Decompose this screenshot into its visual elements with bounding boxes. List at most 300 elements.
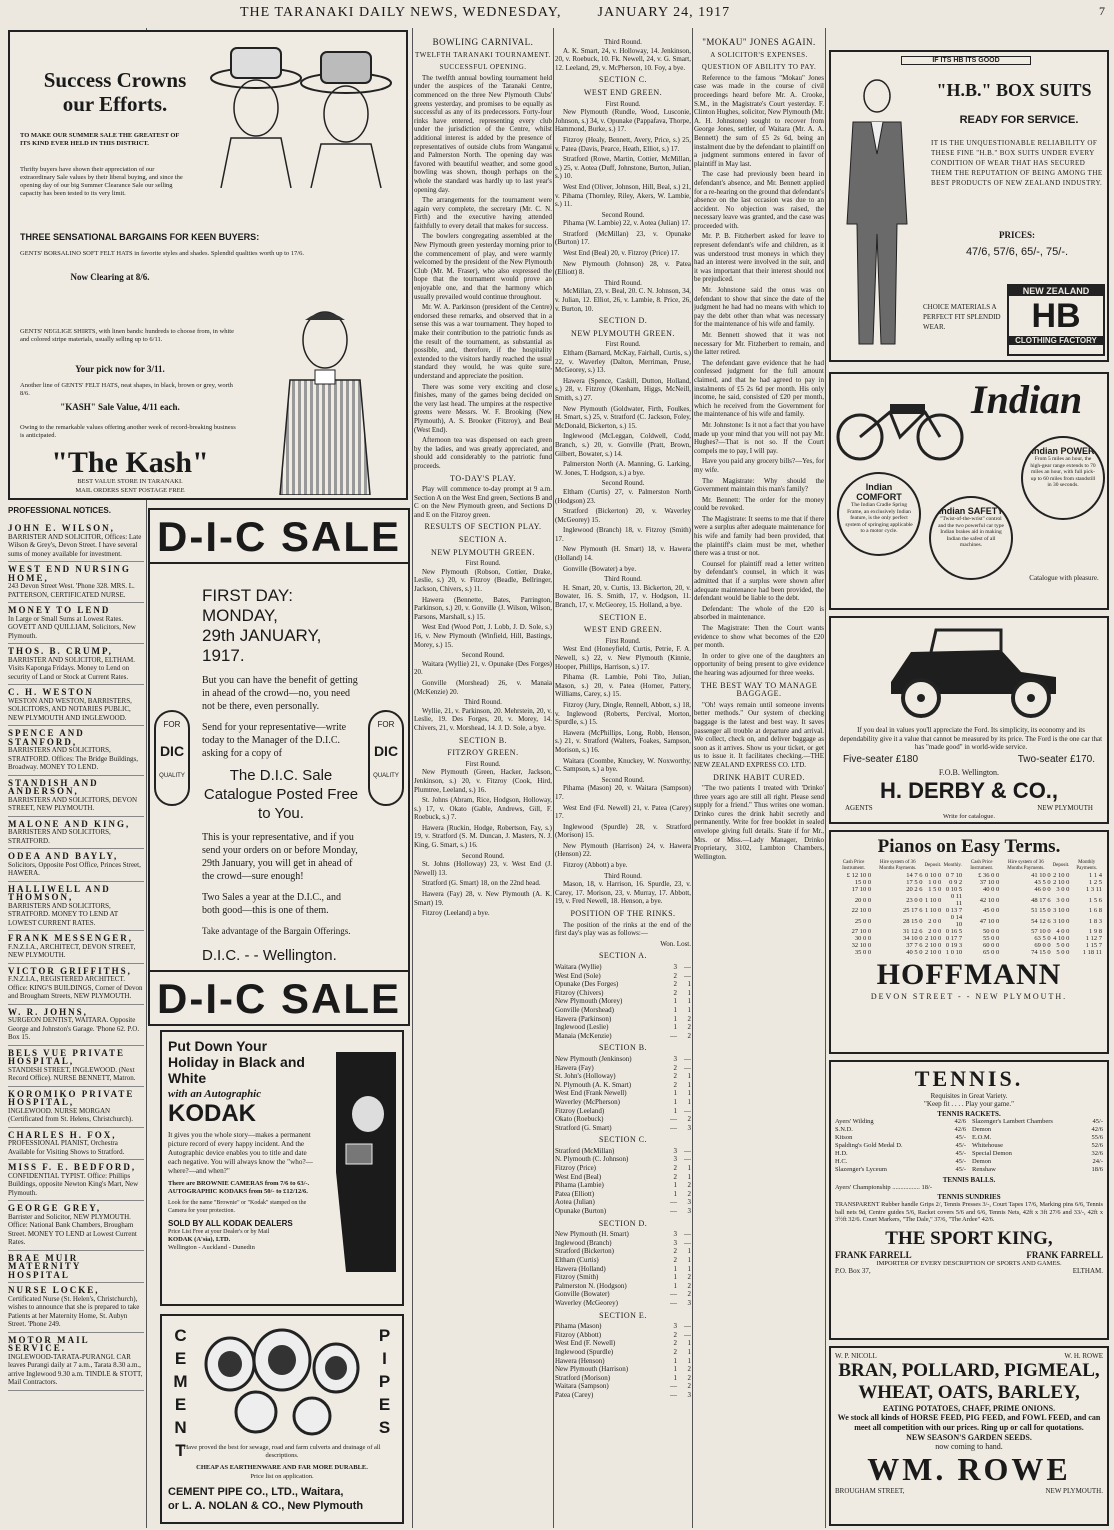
position-lost: 1 (687, 1356, 691, 1365)
rowe-line-6: now coming to hand. (935, 1442, 1003, 1451)
mokau-para: The Magistrate: Why should the Government maintain this man's family? (694, 476, 824, 494)
position-name: Inglewood (Leslie) (555, 1023, 609, 1032)
dic-badge-bottom: QUALITY (159, 773, 185, 779)
professional-card (8, 1251, 144, 1284)
result-line: Pihama (R. Lambie, Pohi Tito, Julian, Mason, s.) 20, v. Patea (Horner, Pattery, Williams, Carey, s.) 15. (555, 673, 691, 699)
professional-card-name: BELS VUE PRIVATE HOSPITAL, (8, 1047, 126, 1066)
pianos-price-table (835, 860, 1103, 956)
position-name: Hawera (Henson) (555, 1356, 605, 1365)
tennis-racket-row (972, 1134, 1103, 1142)
position-row (555, 1299, 691, 1308)
pianos-cell: 0 16 5 (945, 928, 963, 935)
pianos-cell: 40 5 0 (906, 949, 923, 956)
tennis-racket-name: Demon (972, 1158, 992, 1165)
pianos-cell: 55 0 0 (982, 935, 1000, 942)
position-row (555, 1155, 691, 1164)
position-lost: 1 (687, 988, 691, 997)
position-won: 3 (673, 1230, 677, 1239)
pianos-cell: 0 7 10 (945, 872, 963, 879)
hoffmann-address: DEVON STREET - - NEW PLYMOUTH. (870, 992, 1068, 1001)
result-line: Fitzroy (Healy, Bennett, Avery, Price, s.) 25, v. Patea (Davis, Pearce, Heath, Elliot, s.) 17. (555, 135, 691, 153)
position-row (555, 1207, 691, 1216)
pianos-cell: 0 9 2 (949, 879, 963, 886)
professional-card-name: MONEY TO LEND (8, 605, 111, 615)
rowe-top-right: W. H. ROWE (1064, 1352, 1103, 1360)
tennis-racket-row (835, 1158, 966, 1166)
result-line: Stratford (McMillan) 23, v. Opunake (Burton) 17. (555, 229, 691, 247)
hb-logo-bottom: CLOTHING FACTORY (1009, 336, 1103, 345)
sport-king-importer: IMPORTER OF EVERY DESCRIPTION OF SPORTS AND GAMES. (876, 1259, 1062, 1267)
todays-play-text: Play will commence to-day prompt at 9 a.m. Section A on the West End green, Sections B and C on the New Plymouth green, and Sections D and E on the Fitzroy green. (414, 485, 552, 519)
pianos-cell: 0 17 7 (945, 935, 963, 942)
cement-or: or L. A. NOLAN & CO., New Plymouth (168, 1500, 364, 1512)
second-round-head: Second Round. (461, 851, 505, 860)
result-line: Stratford (G. Smart) 18, on the 22nd head. (422, 879, 541, 888)
indian-power-circle (1021, 436, 1105, 520)
kash-note: Owing to the remarkable values offering another week of record-breaking business is anticipated. (20, 424, 236, 439)
pipes-illustration (200, 1324, 364, 1436)
position-section-head: SECTION C. (598, 1135, 648, 1145)
kodak-brand: KODAK (168, 1100, 256, 1127)
hb-prices-head: PRICES: (998, 230, 1035, 240)
professional-card-name: KOROMIKO PRIVATE HOSPITAL, (8, 1088, 135, 1107)
position-name: Hawera (Parkinson) (555, 1014, 612, 1023)
position-won: 1 (673, 1365, 677, 1374)
position-lost: 2 (687, 1023, 691, 1032)
mokau-para: Mr. P. B. Fitzherbert asked for leave to represent defendant's wife and children, as it was understood trust moneys in which they had an interest were involved in the suit, and it was important that their interest should not be prejudiced. (694, 232, 824, 284)
pianos-cell: 54 12 6 (1031, 917, 1051, 925)
pianos-row (835, 935, 1103, 942)
tennis-rackets-head: TENNIS RACKETS. (937, 1110, 1001, 1118)
result-line: Waitara (Coombe, Knuckey, W. Noxworthy, C. Sampson, s.) a bye. (555, 756, 691, 774)
tennis-racket-row (972, 1142, 1103, 1150)
position-name: Aotea (Julian) (555, 1198, 595, 1207)
hb-logo-mid: HB (1031, 297, 1081, 335)
professional-card-text: Certificated Nurse (St. Helen's, Christchurch), wishes to announce that she is prepared to take Patients at her Maternity Home, St. Aubyn Street. 'Phone 249. (8, 1294, 140, 1328)
tennis-racket-row (972, 1166, 1103, 1174)
position-won: — (670, 1290, 677, 1299)
position-row (555, 1190, 691, 1199)
position-lost: 1 (687, 1256, 691, 1264)
professional-card-name: FRANK MESSENGER, (8, 933, 134, 943)
tennis-racket-name: Renshaw (972, 1166, 996, 1173)
result-line: Pihama (Mason) 20, v. Waitara (Sampson) 17. (555, 784, 691, 801)
result-line: Stratford (Rowe, Martin, Cottier, McMillan, s.) 25, v. Aotea (Duff, Johnstone, Burton, Julian, s.) 10. (555, 155, 691, 181)
position-name: Waitara (Sampson) (555, 1382, 609, 1391)
position-won: 1 (673, 1356, 677, 1365)
rowe-line-1: BRAN, POLLARD, PIGMEAL, (838, 1360, 1100, 1381)
pianos-col-head: Monthly. (943, 863, 962, 868)
result-line: McMillan, 23, v. Beal, 20. C. N. Johnson, 34, v. Julian, 12. Elliot, 26, v. Lambie, 8. Price, 26, v. Burton, 10. (555, 287, 691, 313)
position-name: Palmerston N. (Hodgson) (555, 1281, 627, 1290)
column-rule (553, 28, 554, 1528)
kodak-address: KODAK (A'sia), LTD. (168, 1236, 231, 1243)
professional-card (8, 562, 144, 603)
position-row (555, 1282, 691, 1291)
vertical-word: PIPES (375, 1326, 394, 1441)
pianos-col-head: Deposit. (924, 863, 942, 868)
position-name: West End (Frank Newell) (555, 1089, 627, 1098)
bowling-subhead-2: SUCCESSFUL OPENING. (439, 63, 527, 72)
mokau-para: Mr. Bennett: The order for the money could be revoked. (694, 495, 824, 513)
position-name: Stratford (Morison) (555, 1373, 611, 1382)
pianos-cell: 0 10 0 (925, 872, 942, 879)
dic-para-4: Two Sales a year at the D.I.C., and both good—this is one of them. (202, 892, 341, 916)
pianos-cell: 51 15 0 (1031, 907, 1051, 914)
bowling-subhead-1: TWELFTH TARANAKI TOURNAMENT. (415, 50, 551, 59)
result-line: Fitzroy (Abbott) a bye. (563, 861, 628, 870)
cement-pipes-advertisement (160, 1314, 404, 1524)
professional-card (8, 685, 144, 726)
pianos-table-head (835, 860, 1103, 872)
position-lost: — (684, 1155, 691, 1164)
pianos-cell: 4 0 0 (1056, 928, 1070, 935)
position-name: Pihama (Lambie) (555, 1181, 604, 1190)
position-won: 1 (673, 997, 677, 1006)
tennis-racket-name: Spalding's Gold Medal D. (835, 1142, 903, 1149)
professional-card-text: 243 Devon Street West. 'Phone 328. MRS. L. PATTERSON, CERTIFICATED NURSE. (8, 582, 135, 599)
first-round-head: First Round. (605, 636, 641, 645)
position-lost: — (684, 971, 691, 980)
pianos-cell: 1 0 10 (945, 949, 963, 956)
pianos-cell: 25 17 6 (902, 907, 923, 914)
result-line: Mason, 18, v. Harrison, 16. Spurdle, 23, v. Carey, 17. Morison, 23, v. Murray, 17. Abbott, 19, v. Fred Newell, 18. Henson, a bye. (555, 880, 691, 906)
tennis-racket-name: Kitson (835, 1134, 853, 1141)
pianos-col-head: Deposit. (1052, 863, 1070, 868)
result-line: Hawera (Bennette, Bates, Parrington, Parkinson, s.) 20, v. Gonville (J. Wilson, Wilson, Parsons, Marshall, s.) 15. (414, 595, 552, 621)
pianos-cell: 2 10 0 (1053, 879, 1070, 886)
result-line: St. Johns (Abram, Rice, Hodgson, Holloway, s.) 17, v. Okato (Gable, Andrews, Gill, F. Roebuck, s.) 7. (414, 796, 552, 822)
position-row (555, 1115, 691, 1124)
dic-badge-mid: DIC (373, 743, 399, 759)
position-name: Okato (Roebuck) (555, 1115, 604, 1124)
mokau-para: Defendant: The whole of the £20 is absorbed in maintenance. (694, 604, 824, 622)
position-lost: 1 (687, 1005, 691, 1014)
position-name: West End (F. Newell) (555, 1339, 616, 1348)
first-round-head: First Round. (605, 99, 641, 108)
professional-card (8, 817, 144, 850)
result-line: New Plymouth (Harrison) 24, v. Hawera (Henson) 22. (555, 841, 691, 859)
position-row (555, 1032, 691, 1041)
kash-headline: Success Crowns our Efforts. (43, 68, 187, 116)
ford-town: NEW PLYMOUTH (1037, 804, 1093, 812)
tennis-racket-row (835, 1118, 966, 1126)
position-name: Inglewood (Spurdle) (555, 1347, 614, 1356)
mokau-subhead-2: QUESTION OF ABILITY TO PAY. (701, 63, 817, 72)
pianos-cell: £ 12 10 0 (846, 872, 872, 879)
pianos-cell: 43 5 0 (1034, 879, 1051, 886)
position-won: 1 (673, 1106, 677, 1115)
professional-card-name: STANDISH AND ANDERSON, (8, 777, 99, 796)
result-line: Gonville (Morshead) 26, v. Manaia (McKenzie) 20. (414, 678, 552, 696)
section-b-head: SECTION B. (458, 735, 508, 745)
result-line: West End (Fd. Newell) 21, v. Patea (Carey) 17. (555, 803, 691, 821)
position-name: West End (Sole) (555, 971, 601, 980)
vertical-word: CEMENT (171, 1326, 190, 1464)
sport-king-town: ELTHAM. (1072, 1266, 1103, 1275)
kodak-brownie: There are BROWNIE CAMERAS from 7/6 to 63/-. (168, 1180, 310, 1187)
dic-date: 29th JANUARY, 1917. (202, 626, 322, 665)
professional-card (8, 776, 144, 817)
shirt-man-icon (250, 300, 400, 495)
hb-choice: CHOICE MATERIALS A PERFECT FIT SPLENDID WEAR. (923, 303, 1001, 331)
result-line: Fitzroy (Leeland) a bye. (422, 909, 490, 918)
pianos-cell: 1 1 4 (1089, 872, 1102, 879)
position-row (555, 1107, 691, 1116)
dic-para-1: But you can have the benefit of getting in ahead of the crowd—no, you need not be there, even personally. (202, 675, 358, 712)
pianos-cell: 2 0 0 (928, 917, 942, 925)
dic-para-3: This is your representative, and if you send your orders on or before Monday, 29th January, you will get in ahead of the crowd—sure enough! (202, 832, 358, 882)
result-line: Eltham (Barnard, McKay, Fairhall, Curtis, s.) 22, v. Waverley (Dalton, Merriman, Pruse, McGeorey, s.) 13. (555, 349, 691, 375)
position-row (555, 1198, 691, 1207)
dic-badge-top: FOR (377, 720, 395, 729)
position-row (555, 1265, 691, 1274)
tennis-racket-name: Whitehouse (972, 1142, 1004, 1149)
pianos-cell: 2 10 0 (925, 935, 942, 942)
position-row (555, 1331, 691, 1340)
ford-car-icon (871, 622, 1071, 722)
first-round-head: First Round. (465, 759, 501, 768)
position-lost: 3 (687, 1198, 691, 1207)
professional-card-text: Barrister and Solicitor, NEW PLYMOUTH. Office: National Bank Chambers, Brougham Street. MONEY TO LEND at Lowest Current Rates. (8, 1212, 137, 1246)
result-line: New Plymouth (Johnson) 28, v. Patea (Elliott) 8. (555, 259, 691, 277)
position-row (555, 1124, 691, 1133)
position-won: 2 (673, 1339, 677, 1348)
professional-card (8, 644, 144, 685)
result-line: New Plymouth (H. Smart) 18, v. Hawera (Holland) 14. (555, 545, 691, 563)
position-lost: — (684, 1230, 691, 1239)
second-round-head: Second Round. (601, 210, 645, 219)
ford-car-illustration (871, 622, 1071, 722)
pianos-cell: 30 0 0 (854, 935, 872, 942)
position-row (555, 1382, 691, 1391)
pianos-row (835, 879, 1103, 886)
position-name: Fitzroy (Smith) (555, 1273, 599, 1282)
professional-card-name: MALONE AND KING, (8, 818, 131, 829)
section-a-head: SECTION A. (458, 535, 508, 545)
professional-card-name: GEORGE GREY, (8, 1203, 102, 1213)
pianos-cell: 74 15 0 (1031, 949, 1051, 956)
second-round-head: Second Round. (601, 479, 645, 488)
dic-badge-right (368, 710, 404, 806)
pianos-cell: 17 5 0 (906, 879, 923, 886)
professional-card (8, 1160, 144, 1201)
hb-prices: 47/6, 57/6, 65/-, 75/-. (965, 246, 1069, 258)
tennis-racket-price: 45/- (955, 1150, 966, 1157)
pianos-cell: 1 18 11 (1082, 949, 1102, 956)
position-won: 2 (673, 971, 677, 980)
kodak-autographic: AUTOGRAPHIC KODAKS from 50/- to £12/12/6. (168, 1188, 308, 1195)
position-row (555, 1273, 691, 1282)
pianos-cell: 1 8 3 (1089, 917, 1102, 925)
shirt-man-illustration (250, 300, 400, 495)
position-won: 1 (673, 1273, 677, 1282)
pianos-cell: 3 0 0 (1056, 886, 1070, 893)
cement-price: Price list on application. (250, 1473, 314, 1480)
position-lost: — (684, 1330, 691, 1339)
position-name: St. John's (Holloway) (555, 1072, 616, 1081)
section-c-head: SECTION C. (598, 75, 648, 85)
rowe-street: BROUGHAM STREET, (835, 1487, 905, 1495)
cement-company: CEMENT PIPE CO., LTD., Waitara, (168, 1486, 344, 1498)
sport-king-box: P.O. Box 37, (835, 1266, 871, 1275)
third-round-head: Third Round. (604, 38, 642, 46)
professional-card-name: JOHN E. WILSON, (8, 523, 115, 533)
position-name: Patea (Elliott) (555, 1189, 595, 1198)
position-lost: 1 (687, 1072, 691, 1081)
position-lost: 2 (687, 1031, 691, 1040)
position-row (555, 1239, 691, 1248)
position-name: West End (Beal) (555, 1172, 602, 1181)
result-line: Inglewood (McLeggan, Coldwell, Codd, Branch, s.) 20, v. Gonville (Pratt, Brown, Gilbert, Bowater, s.) 14. (555, 432, 691, 458)
position-won: 2 (673, 1256, 677, 1264)
photographer-illustration (316, 1052, 398, 1272)
tennis-racket-price: 18/6 (1091, 1166, 1103, 1173)
dic-banner-top: D-I-C SALE (150, 510, 408, 564)
position-won: 2 (673, 1164, 677, 1173)
professional-card-name: MOTOR MAIL SERVICE. (8, 1334, 90, 1353)
pianos-cell: 5 0 0 (1056, 949, 1070, 956)
hb-badge: IF ITS HB ITS GOOD (901, 56, 1031, 65)
positions-tables (555, 952, 691, 1399)
position-name: New Plymouth (Jenkinson) (555, 1054, 632, 1063)
position-won: 2 (673, 1080, 677, 1089)
position-row (555, 1089, 691, 1098)
pianos-cell: 1 5 0 (928, 886, 942, 893)
position-won: 3 (673, 1054, 677, 1063)
professional-card-text: F.N.Z.I.A., ARCHITECT, DEVON STREET, NEW PLYMOUTH. (8, 942, 136, 959)
tennis-racket-price: 24/- (1092, 1158, 1103, 1165)
tennis-racket-row (835, 1142, 966, 1150)
kash-advertisement (8, 30, 408, 500)
tennis-racket-row (835, 1134, 966, 1142)
result-line: Inglewood (Spurdle) 28, v. Stratford (Morison) 15. (555, 822, 691, 840)
position-row (555, 1181, 691, 1190)
position-lost: 1 (687, 1097, 691, 1106)
tennis-racket-row (972, 1150, 1103, 1158)
pianos-cell: 1 2 5 (1089, 879, 1102, 886)
position-won: 1 (673, 1014, 677, 1023)
position-row (555, 1348, 691, 1357)
professional-card-name: C. H. WESTON (8, 687, 94, 697)
professional-card-name: SPENCE AND STANFORD, (8, 728, 85, 747)
result-line: Fitzroy (Jury, Dingle, Rennell, Abbott, s.) 18, v. Inglewood (Roberts, Percival, Morton, Spurdle, s.) 15. (555, 700, 691, 727)
position-lost: 1 (687, 1339, 691, 1348)
masthead-date: JANUARY 24, 1917 (597, 5, 731, 20)
tennis-racket-name: H.C. (835, 1158, 848, 1165)
pianos-row (835, 942, 1103, 949)
position-section-head: SECTION B. (598, 1043, 648, 1053)
position-intro: The position of the rinks at the end of the first day's play was as follows:— (555, 920, 691, 938)
indian-motorcycle-advertisement (829, 372, 1109, 610)
position-name: Stratford (Bickerton) (555, 1247, 614, 1256)
position-won: — (670, 1382, 677, 1391)
mokau-para: In order to give one of the daughters an opportunity of being present to give evidence the hearing was adjourned for three weeks. (694, 651, 824, 677)
sport-king-right: FRANK FARRELL (1026, 1249, 1103, 1260)
masthead-title: THE TARANAKI DAILY NEWS, WEDNESDAY, (240, 5, 562, 20)
column-rule (412, 28, 413, 1528)
professional-card-text: INGLEWOOD. NURSE MORGAN (Certificated from St. Helens, Christchurch). (8, 1106, 133, 1123)
result-line: A. K. Smart, 24, v. Holloway, 14. Jenkinson, 20, v. Roebuck, 10. Fk. Newell, 24, v. G. Smart, 12. Leeland, 29, v. McPherson, 10. Foy, a bye. (555, 46, 691, 72)
ford-dealer: H. DERBY & CO., (879, 778, 1059, 803)
mokau-jones-article (694, 28, 824, 1526)
position-lost: 2 (687, 1382, 691, 1391)
tennis-racket-name: H.D. (835, 1150, 848, 1157)
position-lost: 3 (687, 1390, 691, 1399)
professional-notices (8, 506, 144, 1526)
position-name: Fitzroy (Leeland) (555, 1106, 605, 1115)
position-row (555, 1374, 691, 1383)
pianos-row (835, 893, 1103, 907)
position-row (555, 1256, 691, 1265)
position-lost: 1 (687, 980, 691, 989)
position-row (555, 1230, 691, 1239)
position-row (555, 989, 691, 998)
professional-card-name: MISS F. E. BEDFORD, (8, 1162, 137, 1172)
pianos-cell: 25 0 0 (854, 917, 872, 925)
pianos-cell: 37 7 6 (906, 942, 923, 949)
position-won: 1 (673, 1189, 677, 1198)
kodak-cities: Wellington - Auckland - Dunedin (168, 1244, 255, 1251)
pianos-cell: 1 12 7 (1085, 935, 1102, 942)
kodak-dealers: SOLD BY ALL KODAK DEALERS (168, 1219, 293, 1228)
position-head: POSITION OF THE RINKS. (570, 909, 676, 919)
position-name: Gonville (Morshead) (555, 1005, 614, 1014)
indian-power-head: Indian POWER (1031, 446, 1095, 456)
kash-bargain-2: GENTS' NEGLIGE SHIRTS, with linen bands: hundreds to choose from, in white and colored stripe materials, usually selling up to 6/11. (20, 328, 234, 343)
position-lost: 1 (687, 1089, 691, 1098)
kash-body: Thrifty buyers have shown their appreciation of our extraordinary Sale values by their liberal buying, and since the opening day of our big Summer Clearance Sale our selling capacity has been tested to its very limit. (20, 166, 183, 197)
baggage-text: "Oh! ways remain until someone invents better methods." Our system of checking baggage is the latest and best way. It saves passenger all trouble at departure and arrival. We collect, check on, and deliver baggage as soon as it arrives. Show us your ticket, or get us to issue it. It facilitates checking.—THE NEW ZEALAND EXPRESS CO. LTD. (694, 700, 824, 769)
hat-men-icon (196, 38, 401, 188)
kash-intro: TO MAKE OUR SUMMER SALE THE GREATEST OF ITS KIND EVER HELD IN THIS DISTRICT. (20, 132, 180, 147)
position-won: — (670, 1115, 677, 1124)
indian-power-text: From 5 miles an hour, the high-gear range extends to 70 miles an hour, with full pick-up to 60 miles from standstill in 30 seconds. (1030, 456, 1096, 488)
pianos-row (835, 872, 1103, 879)
tennis-racket-row (835, 1150, 966, 1158)
professional-card (8, 1283, 144, 1333)
position-won: 3 (673, 963, 677, 971)
pianos-cell: 20 0 0 (854, 896, 872, 904)
tennis-racket-row (972, 1126, 1103, 1134)
suit-man-illustration (837, 74, 917, 360)
pianos-cell: 1 9 8 (1089, 928, 1102, 935)
tennis-racket-price: 42/6 (954, 1118, 966, 1125)
pianos-cell: 2 0 0 (928, 928, 942, 935)
ford-agents: AGENTS (845, 804, 873, 812)
pianos-cell: 0 14 10 (950, 914, 963, 928)
position-row (555, 1391, 691, 1400)
pianos-col-head: Hire system of 36 Months Payments. (879, 860, 917, 871)
position-won: 3 (673, 1146, 677, 1155)
professional-card-text: WESTON AND WESTON, BARRISTERS, SOLICITORS, AND NOTARIES PUBLIC, NEW PLYMOUTH AND INGLEWOOD. (8, 696, 132, 722)
tennis-racket-row (972, 1118, 1103, 1126)
position-section-head: SECTION E. (599, 1310, 647, 1320)
position-row (555, 1164, 691, 1173)
position-lost: 1 (687, 1164, 691, 1173)
todays-play-head: TO-DAY'S PLAY. (450, 473, 516, 483)
pianos-cell: 3 10 0 (1053, 907, 1070, 914)
position-row (555, 963, 691, 972)
professional-notices-head: PROFESSIONAL NOTICES. (8, 506, 111, 515)
position-lost: — (684, 1322, 691, 1331)
position-won: — (670, 1390, 677, 1399)
hb-box-suits-advertisement (829, 50, 1109, 362)
position-name: Gonville (Bowater) (555, 1290, 610, 1299)
kodak-body: It gives you the whole story—makes a permanent picture record of every happy incident. And the Autographic device enables you to title and date each negative. You will always know the "who?—where?—and when?" (168, 1131, 313, 1175)
position-row (555, 1015, 691, 1024)
mokau-head: "MOKAU" JONES AGAIN. (702, 37, 816, 47)
